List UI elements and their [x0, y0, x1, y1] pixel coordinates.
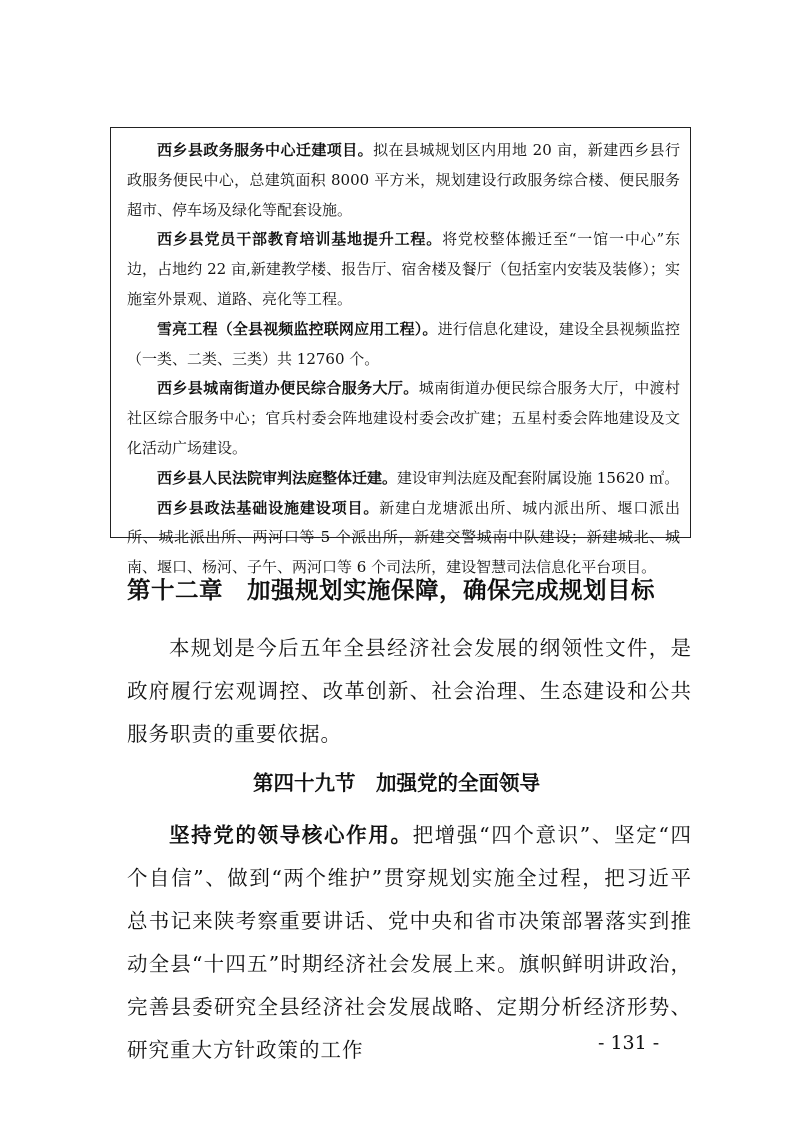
paragraph-lead: 坚持党的领导核心作用。: [169, 823, 413, 847]
project-text: 拟在县城规划区内用地 20 亩，新建西乡县行政服务便民中心，总建筑面积 8000 平方米，规划建设行政服务综合楼、便民服务超市、停车场及绿化等配套设施。: [127, 141, 680, 219]
intro-paragraph: 本规划是今后五年全县经济社会发展的纲领性文件，是政府履行宏观调控、改革创新、社会治理、生态建设和公共服务职责的重要依据。: [127, 636, 692, 746]
project-item: [127, 494, 680, 583]
project-item: [127, 464, 680, 494]
project-item: [127, 225, 680, 314]
project-item: [127, 315, 680, 375]
project-list-box: [110, 127, 691, 577]
project-title: 西乡县人民法院审判法庭整体迁建。: [157, 468, 398, 487]
project-title: 西乡县党员干部教育培训基地提升工程。: [157, 230, 443, 249]
page-number: - 131 -: [598, 1032, 660, 1054]
section-heading: 第四十九节 加强党的全面领导: [253, 771, 540, 795]
project-item: [127, 374, 680, 463]
project-text: 将党校整体搬迁至“一馆一中心”东边，占地约 22 亩,新建教学楼、报告厅、宿舍楼及餐厅（包括室内安装及装修）；实施室外景观、道路、亮化等工程。: [127, 230, 680, 308]
project-text: 建设审判法庭及配套附属设施 15620 ㎡。: [397, 468, 680, 487]
project-title: 西乡县城南街道办便民综合服务大厅。: [157, 379, 419, 398]
paragraph-text: 把增强“四个意识”、坚定“四个自信”、做到“两个维护”贯穿规划实施全过程，把习近平总书记来陕考察重要讲话、党中央和省市决策部署落实到推动全县“十四五”时期经济社会发展上来。旗帜鲜明讲政治，完善县委研究全县经济社会发展战略、定期分析经济形势、研究重大方针政策的工作: [127, 823, 692, 1062]
project-text: 城南街道办便民综合服务大厅，中渡村社区综合服务中心；官兵村委会阵地建设村委会改扩建；五星村委会阵地建设及文化活动广场建设。: [127, 379, 680, 457]
project-title: 雪亮工程（全县视频监控联网应用工程）。: [157, 319, 438, 338]
chapter-heading: 第十二章 加强规划实施保障，确保完成规划目标: [127, 576, 655, 604]
project-text: 新建白龙塘派出所、城内派出所、堰口派出所、城北派出所、两河口等 5 个派出所，新建交警城南中队建设；新建城北、城南、堰口、杨河、子午、两河口等 6 个司法所，建设智慧司法信息化平台项目。: [127, 498, 680, 577]
project-item: [127, 136, 680, 225]
project-title: 西乡县政法基础设施建设项目。: [157, 498, 380, 517]
project-text: 进行信息化建设，建设全县视频监控（一类、二类、三类）共 12760 个。: [127, 319, 680, 368]
project-title: 西乡县政务服务中心迁建项目。: [157, 141, 374, 159]
